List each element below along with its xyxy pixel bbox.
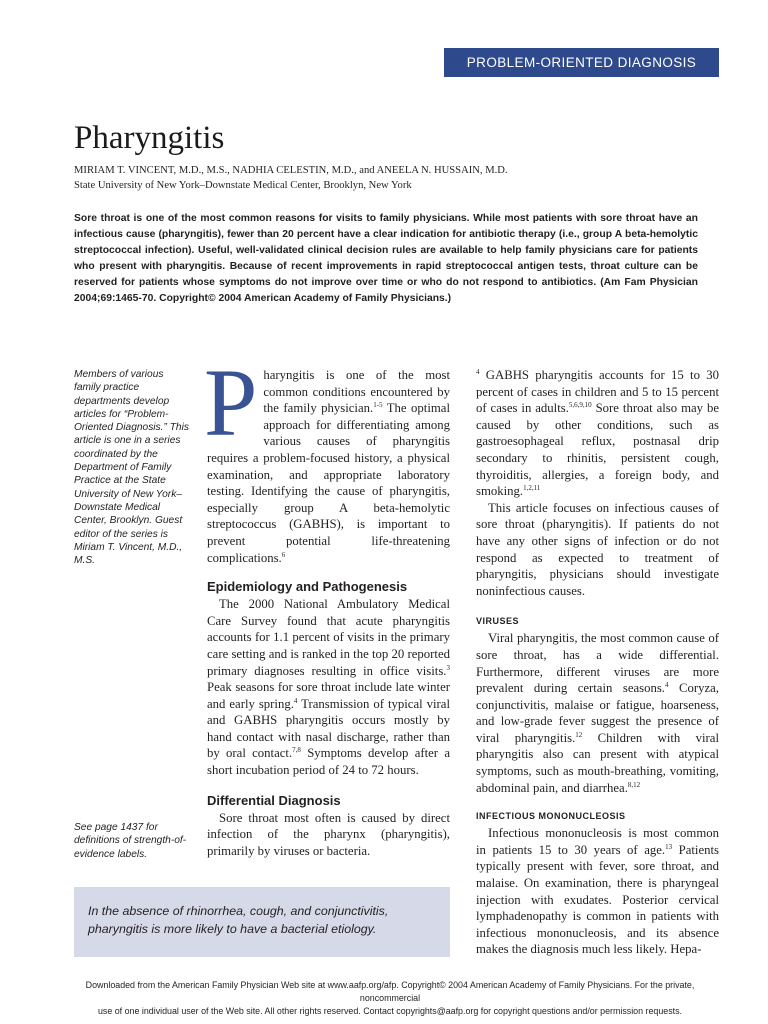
- vir-text-a: Viral pharyngitis, the most common cause of sore throat, has a wide differential. Furthermore, different viruses are more prevalent during certain seasons.: [476, 631, 719, 696]
- series-sidenote: Members of various family practice departments develop articles for “Problem-Oriented Diagnosis.” This article is one in a series coordinated by the Department of Family Practice at the State University of New York–Downstate Medical Center, Brooklyn. Guest editor of the series is Miriam T. Vincent, M.D., M.S.: [74, 369, 189, 567]
- footer-line-1: Downloaded from the American Family Physician Web site at www.aafp.org/afp. Copyright© 2004 American Academy of Family Physicians. For the private, noncommercial: [85, 980, 695, 1003]
- citation: 1-5: [373, 401, 383, 410]
- citation: 3: [446, 663, 450, 672]
- epi-text-d: Symptoms develop after a short incubation period of 24 to 72 hours.: [207, 746, 450, 778]
- intro-paragraph: [204, 349, 450, 566]
- citation: 4: [293, 696, 298, 705]
- evidence-sidenote: See page 1437 for definitions of strength-of-evidence labels.: [74, 822, 187, 860]
- differential-paragraph-2: This article focuses on infectious causes of sore throat (pharyngitis). If patients do not have any other signs of infection or do not respond as expected to treatment of pharyngitis, physicians should investigate noninfectious causes.: [476, 500, 719, 598]
- author-affiliation: State University of New York–Downstate Medical Center, Brooklyn, New York: [74, 180, 412, 191]
- citation: 1,2,11: [523, 484, 541, 493]
- viruses-paragraph: [476, 630, 719, 796]
- body-column-right: [476, 367, 719, 958]
- citation: 7,8: [292, 746, 301, 755]
- vir-text-b: Coryza, conjunctivitis, malaise or fatigue, hoarseness, and low-grade fever suggest the presence of viral pharyngitis.: [476, 681, 719, 745]
- mono-text-b: Patients typically present with fever, sore throat, and malaise. On examination, there is pharyngeal injection with exudates. Posterior cervical lymphadenopathy is common in patients with infectious mononucleosis, and its absence makes the diagnosis much less likely. Hepa-: [476, 842, 719, 957]
- pull-quote-text: In the absence of rhinorrhea, cough, and conjunctivitis, pharyngitis is more likely to have a bacterial etiology.: [88, 904, 389, 936]
- drop-cap: P: [204, 349, 258, 456]
- epi-text-b: Peak seasons for sore throat include late winter and early spring.: [207, 680, 450, 711]
- epi-text-a: The 2000 National Ambulatory Medical Care Survey found that acute pharyngitis accounts for 1.1 percent of visits in the primary care setting and is ranked in the top 20 reported primary diagnoses resulting in office visits.: [207, 597, 450, 678]
- diff-text-b: GABHS pharyngitis accounts for 15 to 30 percent of cases in children and 5 to 15 percent of cases in adults.: [476, 368, 719, 416]
- diff-text-c: Sore throat also may be caused by other conditions, such as gastroesophageal reflux, postnasal drip secondary to rhinitis, persistent cough, thyroiditis, allergies, a foreign body, and smoking.: [476, 401, 719, 499]
- subheading-mononucleosis: INFECTIOUS MONONUCLEOSIS: [476, 811, 626, 822]
- citation: 13: [665, 842, 673, 851]
- citation: 8,12: [627, 780, 641, 789]
- citation: 12: [575, 730, 583, 739]
- citation: 4: [476, 368, 480, 376]
- epi-text-c: Transmission of typical viral and GABHS pharyngitis occurs mostly by hand contact with nasal discharge, rather than by oral contact.: [207, 696, 450, 761]
- diff-text-a: Sore throat most often is caused by direct infection of the pharynx (pharyngitis), primarily by viruses or bacteria.: [207, 810, 450, 858]
- section-heading-epidemiology: Epidemiology and Pathogenesis: [207, 579, 408, 595]
- intro-text-a: haryngitis is one of the most common conditions encountered by the family physician.: [263, 368, 450, 416]
- vir-text-c: Children with viral pharyngitis also can present with atypical symptoms, such as mouth-breathing, vomiting, abdominal pain, and diarrhea.: [476, 730, 719, 795]
- intro-text-b: The optimal approach for differentiating among various causes of pharyngitis requires a problem-focused history, a physical examination, and appropriate laboratory testing. Identifying the cause of pharyngitis, especially group A beta-hemolytic streptococcus (GABHS), is important to prevent potential life-threatening complications.: [207, 401, 450, 565]
- article-authors: MIRIAM T. VINCENT, M.D., M.S., NADHIA CELESTIN, M.D., and ANEELA N. HUSSAIN, M.D.: [74, 165, 508, 176]
- section-heading-differential: Differential Diagnosis: [207, 792, 341, 808]
- differential-paragraph-start: [207, 810, 450, 860]
- article-title: Pharyngitis: [74, 120, 225, 156]
- citation: 4: [665, 681, 669, 690]
- mono-text-a: Infectious mononucleosis is most common in patients 15 to 30 years of age.: [476, 826, 719, 857]
- citation: 6: [281, 550, 286, 559]
- section-banner: PROBLEM-ORIENTED DIAGNOSIS: [444, 48, 719, 77]
- mononucleosis-paragraph: [476, 825, 719, 958]
- epidemiology-paragraph: [207, 596, 450, 779]
- page-footer: [60, 979, 720, 1018]
- footer-line-2: use of one individual user of the Web site. All other rights reserved. Contact copyrights@aafp.org for copyright questions and/or permission requests.: [97, 1006, 683, 1016]
- article-abstract: Sore throat is one of the most common reasons for visits to family physicians. While most patients with sore throat have an infectious cause (pharyngitis), fewer than 20 percent have a clear indication for antibiotic therapy (i.e., group A beta-hemolytic streptococcal infection). Useful, well-validated clinical decision rules are available to help family physicians care for patients who present with pharyngitis. Because of recent improvements in rapid streptococcal antigen tests, throat culture can be reserved for patients whose symptoms do not improve over time or who do not respond to antibiotics. (Am Fam Physician 2004;69:1465-70. Copyright© 2004 American Academy of Family Physicians.): [74, 213, 698, 304]
- differential-paragraph-continued: [476, 367, 719, 500]
- body-column-middle: [204, 349, 450, 859]
- subheading-viruses: VIRUSES: [476, 616, 520, 627]
- citation: 5,6,9,10: [568, 401, 592, 410]
